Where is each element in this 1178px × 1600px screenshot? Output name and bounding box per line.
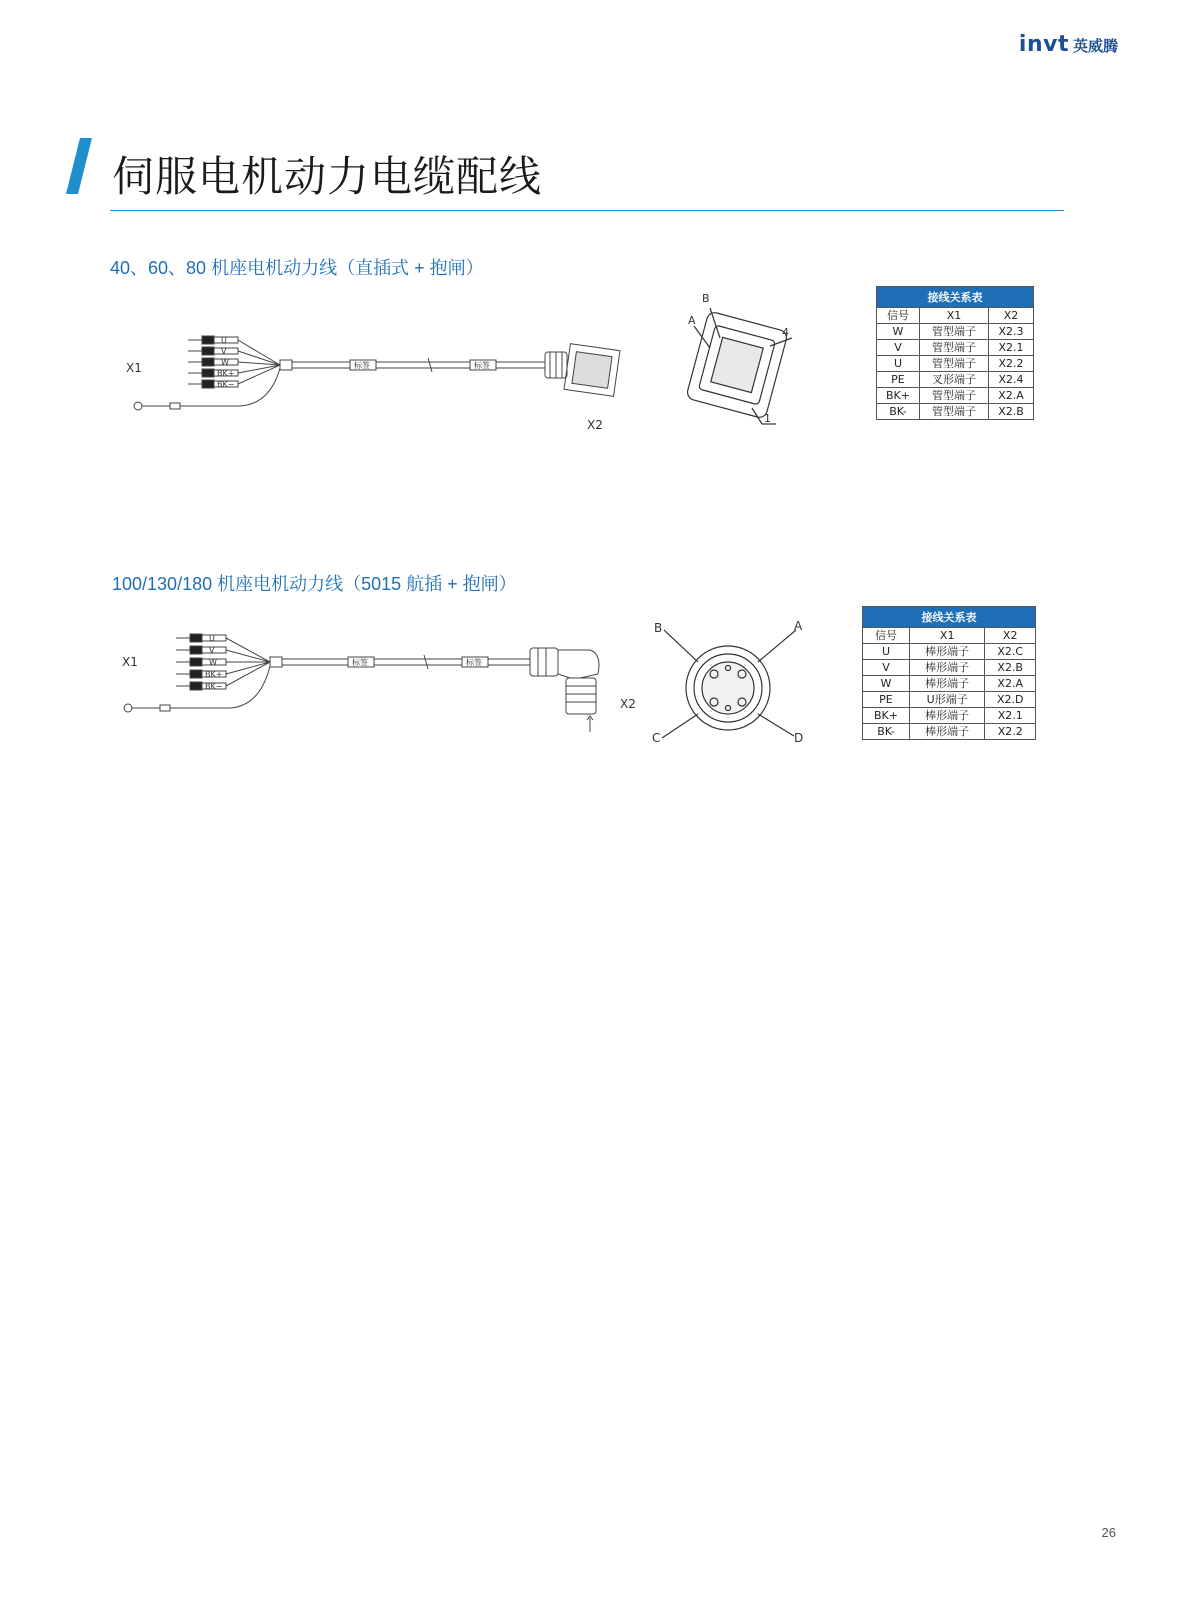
tag-w: W — [221, 358, 229, 367]
callout-1: 1 — [764, 412, 771, 425]
table-row: PE U形端子 X2.D — [863, 692, 1036, 708]
title-divider — [110, 210, 1064, 211]
col-x2: X2 — [988, 308, 1033, 324]
cable-label-1: 标签 — [354, 361, 370, 370]
table-row: PE 叉形端子 X2.4 — [877, 372, 1034, 388]
title-accent-bar — [66, 138, 92, 194]
callout-a: A — [688, 314, 696, 327]
tag-bk-plus: BK+ — [217, 369, 235, 378]
split-sleeve — [270, 657, 282, 667]
callout-4: 4 — [782, 326, 789, 339]
callout-c: C — [652, 731, 661, 745]
page-number: 26 — [1101, 1525, 1116, 1540]
table-row: V 管型端子 X2.1 — [877, 340, 1034, 356]
tag-w: W — [209, 658, 217, 667]
section1-cable-drawing — [110, 320, 630, 440]
cable-label-2: 标签 — [466, 658, 482, 667]
section1-title: 40、60、80 机座电机动力线（直插式 + 抱闸） — [110, 258, 484, 278]
callout-d: D — [794, 731, 804, 745]
col-x2: X2 — [985, 628, 1036, 644]
table-row: U 棒形端子 X2.C — [863, 644, 1036, 660]
col-signal: 信号 — [877, 308, 920, 324]
callout-a: A — [794, 619, 803, 633]
col-x1: X1 — [909, 628, 984, 644]
table-row: U 管型端子 X2.2 — [877, 356, 1034, 372]
table-row: BK+ 管型端子 X2.A — [877, 388, 1034, 404]
table-caption: 接线关系表 — [863, 607, 1036, 628]
cable-label-2: 标签 — [474, 361, 490, 370]
tag-bk-minus: BK− — [217, 380, 235, 389]
tag-bk-minus: BK− — [205, 682, 223, 691]
section1-wiring-table — [876, 286, 1034, 420]
col-signal: 信号 — [863, 628, 910, 644]
table-caption: 接线关系表 — [877, 287, 1034, 308]
wire-w — [176, 658, 270, 666]
table-row: W 管型端子 X2.3 — [877, 324, 1034, 340]
logo-brand-cn: 英威腾 — [1072, 38, 1118, 55]
x2-label: X2 — [620, 697, 636, 711]
table-row: BK- 管型端子 X2.B — [877, 404, 1034, 420]
x1-label: X1 — [122, 655, 138, 669]
table-row: BK- 棒形端子 X2.2 — [863, 724, 1036, 740]
cable-label-1: 标签 — [352, 658, 368, 667]
logo-brand: invt — [1018, 32, 1069, 57]
callout-b: B — [654, 621, 663, 635]
invt-logo — [1019, 32, 1118, 57]
section2-title: 100/130/180 机座电机动力线（5015 航插 + 抱闸） — [112, 574, 517, 594]
page-title: 伺服电机动力电缆配线 — [112, 153, 543, 200]
table-row: W 棒形端子 X2.A — [863, 676, 1036, 692]
x2-label: X2 — [587, 418, 603, 432]
tag-v: V — [209, 646, 215, 655]
wire-w — [188, 358, 280, 366]
section2-connector-face — [650, 618, 810, 750]
tag-u: U — [221, 336, 227, 345]
x1-label: X1 — [126, 361, 142, 375]
split-sleeve — [280, 360, 292, 370]
section2-cable-drawing — [110, 622, 650, 740]
col-x1: X1 — [919, 308, 988, 324]
tag-v: V — [221, 347, 227, 356]
table-row: BK+ 棒形端子 X2.1 — [863, 708, 1036, 724]
table-row: V 棒形端子 X2.B — [863, 660, 1036, 676]
tag-bk-plus: BK+ — [205, 670, 223, 679]
callout-b: B — [702, 292, 710, 305]
section1-connector-face — [680, 286, 810, 436]
section2-wiring-table — [862, 606, 1036, 740]
tag-u: U — [209, 634, 215, 643]
